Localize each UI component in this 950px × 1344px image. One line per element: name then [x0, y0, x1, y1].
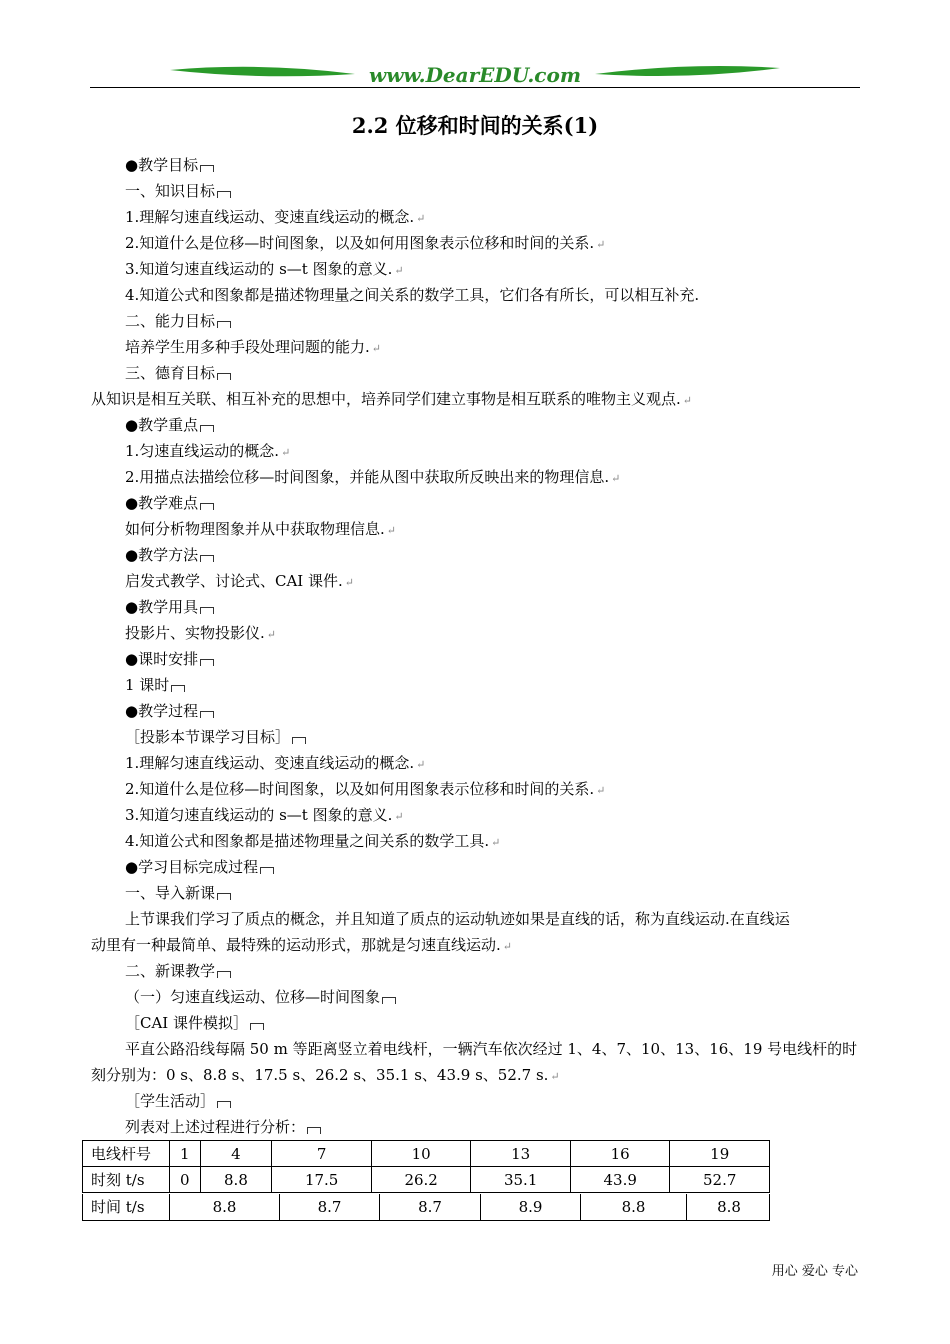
text-line-content: 2.知道什么是位移—时间图象，以及如何用图象表示位移和时间的关系. — [125, 780, 595, 798]
table-cell: 7 — [272, 1141, 372, 1167]
text-line — [125, 181, 231, 201]
text-line — [125, 961, 231, 981]
text-line-content: ［CAI 课件模拟］ — [125, 1014, 249, 1032]
text-line-content: ［学生活动］ — [125, 1092, 216, 1110]
text-line-content: ●教学难点 — [125, 494, 199, 512]
paragraph-mark-icon — [200, 607, 214, 614]
text-line — [125, 909, 790, 929]
text-line-content: 培养学生用多种手段处理问题的能力. — [125, 338, 370, 356]
line-break-mark-icon: ↵ — [371, 342, 381, 355]
line-break-mark-icon: ↵ — [596, 238, 606, 251]
paragraph-mark-icon — [217, 893, 231, 900]
table-cell: 8.7 — [279, 1194, 379, 1220]
text-line — [125, 285, 699, 305]
table-cell: 8.9 — [480, 1194, 580, 1220]
table-cell: 0 — [170, 1167, 201, 1193]
paragraph-mark-icon — [200, 711, 214, 718]
text-line-content: 2.知道什么是位移—时间图象，以及如何用图象表示位移和时间的关系. — [125, 234, 595, 252]
table-row-intervals — [82, 1194, 770, 1221]
document-title: 2.2 位移和时间的关系(1) — [351, 113, 599, 138]
text-line-content: 如何分析物理图象并从中获取物理信息. — [125, 520, 385, 538]
paragraph-mark-icon — [171, 685, 185, 692]
line-break-mark-icon: ↵ — [281, 446, 291, 459]
line-break-mark-icon: ↵ — [394, 264, 404, 277]
text-line-content: 3.知道匀速直线运动的 s—t 图象的意义. — [125, 806, 393, 824]
paragraph-mark-icon — [250, 1023, 264, 1030]
dearedu-logo-banner — [90, 60, 860, 90]
row-label: 电线杆号 — [83, 1141, 170, 1167]
text-line — [125, 779, 605, 801]
text-line — [125, 519, 396, 541]
text-line-content: 启发式教学、讨论式、CAI 课件. — [125, 572, 343, 590]
text-line — [125, 727, 306, 747]
text-line — [125, 207, 425, 229]
table-cell: 26.2 — [371, 1167, 471, 1193]
line-break-mark-icon: ↵ — [344, 576, 354, 589]
paragraph-mark-icon — [217, 971, 231, 978]
text-line-content: 1.理解匀速直线运动、变速直线运动的概念. — [125, 754, 415, 772]
site-logo-text: www.DearEDU.com — [368, 63, 582, 87]
text-line-content: ●教学方法 — [125, 546, 199, 564]
paragraph-mark-icon — [200, 555, 214, 562]
text-line — [125, 649, 214, 669]
table-row — [83, 1167, 770, 1193]
text-line-content: 1 课时 — [125, 676, 170, 694]
paragraph-mark-icon — [292, 737, 306, 744]
text-line — [91, 1065, 560, 1087]
text-line — [125, 545, 214, 565]
paragraph-mark-icon — [307, 1127, 321, 1134]
table-cell: 17.5 — [272, 1167, 372, 1193]
text-line — [125, 1039, 857, 1059]
table-cell: 8.8 — [169, 1194, 279, 1220]
text-line-content: ●教学用具 — [125, 598, 199, 616]
text-line-content: 1.理解匀速直线运动、变速直线运动的概念. — [125, 208, 415, 226]
table-cell: 52.7 — [670, 1167, 770, 1193]
text-line — [125, 857, 274, 877]
text-line — [125, 493, 214, 513]
paragraph-mark-icon — [200, 503, 214, 510]
text-line-content: ●教学重点 — [125, 416, 199, 434]
text-line — [125, 883, 231, 903]
paragraph-mark-icon — [260, 867, 274, 874]
line-break-mark-icon: ↵ — [416, 212, 426, 225]
line-break-mark-icon: ↵ — [611, 472, 621, 485]
text-line-content: ［投影本节课学习目标］ — [125, 728, 291, 746]
table-cell: 10 — [371, 1141, 471, 1167]
text-line — [125, 1091, 231, 1111]
paragraph-mark-icon — [217, 191, 231, 198]
line-break-mark-icon: ↵ — [682, 394, 692, 407]
text-line — [91, 935, 512, 957]
text-line — [125, 363, 231, 383]
table-cell: 16 — [570, 1141, 670, 1167]
text-line-content: 一、导入新课 — [125, 884, 216, 902]
text-line — [125, 259, 404, 281]
text-line — [125, 1117, 321, 1137]
text-line-content: 列表对上述过程进行分析： — [125, 1118, 306, 1136]
paragraph-mark-icon — [217, 321, 231, 328]
text-line — [125, 597, 214, 617]
line-break-mark-icon: ↵ — [502, 940, 512, 953]
text-line-content: 投影片、实物投影仪. — [125, 624, 265, 642]
text-line — [125, 701, 214, 721]
text-line — [125, 155, 214, 175]
table-row — [83, 1141, 770, 1167]
line-break-mark-icon: ↵ — [394, 810, 404, 823]
text-line-content: 刻分别为：0 s、8.8 s、17.5 s、26.2 s、35.1 s、43.9 s、52.7 s. — [91, 1066, 549, 1084]
paragraph-mark-icon — [200, 659, 214, 666]
text-line — [125, 441, 290, 463]
text-line-content: ●教学目标 — [125, 156, 199, 174]
text-line-content: ●课时安排 — [125, 650, 199, 668]
text-line — [125, 233, 605, 255]
table-cell: 8.7 — [379, 1194, 480, 1220]
text-line-content: （一）匀速直线运动、位移—时间图象 — [125, 988, 381, 1006]
row-label: 时刻 t/s — [83, 1167, 170, 1193]
text-line-content: 2.用描点法描绘位移—时间图象，并能从图中获取所反映出来的物理信息. — [125, 468, 610, 486]
line-break-mark-icon: ↵ — [596, 784, 606, 797]
text-line-content: 一、知识目标 — [125, 182, 216, 200]
table-cell: 4 — [200, 1141, 272, 1167]
table-cell: 1 — [170, 1141, 201, 1167]
header-rule — [90, 87, 860, 88]
table-cell: 8.8 — [686, 1194, 771, 1220]
line-break-mark-icon: ↵ — [386, 524, 396, 537]
data-table — [82, 1140, 770, 1193]
text-line-content: 二、新课教学 — [125, 962, 216, 980]
line-break-mark-icon: ↵ — [550, 1070, 560, 1083]
text-line-content: 二、能力目标 — [125, 312, 216, 330]
paragraph-mark-icon — [217, 373, 231, 380]
text-line — [125, 831, 500, 853]
text-line-content: 三、德育目标 — [125, 364, 216, 382]
text-line-content: 4.知道公式和图象都是描述物理量之间关系的数学工具，它们各有所长，可以相互补充. — [125, 286, 700, 304]
text-line — [125, 337, 381, 359]
text-line-content: ●学习目标完成过程 — [125, 858, 259, 876]
text-line — [125, 987, 396, 1007]
paragraph-mark-icon — [217, 1101, 231, 1108]
text-line-content: 从知识是相互关联、相互补充的思想中，培养同学们建立事物是相互联系的唯物主义观点. — [91, 390, 681, 408]
text-line-content: 1.匀速直线运动的概念. — [125, 442, 280, 460]
text-line — [125, 623, 276, 645]
text-line — [125, 753, 425, 775]
table-cell: 8.8 — [580, 1194, 686, 1220]
table-cell: 13 — [471, 1141, 571, 1167]
paragraph-mark-icon — [382, 997, 396, 1004]
text-line — [125, 571, 354, 593]
text-line — [125, 415, 214, 435]
row-label: 时间 t/s — [91, 1198, 145, 1216]
footer-slogan: 用心 爱心 专心 — [771, 1264, 858, 1279]
paragraph-mark-icon — [200, 165, 214, 172]
line-break-mark-icon: ↵ — [491, 836, 501, 849]
text-line-content: 平直公路沿线每隔 50 m 等距离竖立着电线杆，一辆汽车依次经过 1、4、7、10、13、16、19 号电线杆的时 — [125, 1040, 858, 1058]
table-cell: 35.1 — [471, 1167, 571, 1193]
text-line — [125, 311, 231, 331]
text-line-content: 3.知道匀速直线运动的 s—t 图象的意义. — [125, 260, 393, 278]
table-cell: 8.8 — [200, 1167, 272, 1193]
paragraph-mark-icon — [200, 425, 214, 432]
text-line-content: 动里有一种最简单、最特殊的运动形式，那就是匀速直线运动. — [91, 936, 501, 954]
line-break-mark-icon: ↵ — [266, 628, 276, 641]
line-break-mark-icon: ↵ — [416, 758, 426, 771]
text-line — [125, 805, 404, 827]
text-line-content: 上节课我们学习了质点的概念，并且知道了质点的运动轨迹如果是直线的话，称为直线运动.在直线运 — [125, 910, 790, 928]
table-cell: 19 — [670, 1141, 770, 1167]
text-line — [91, 389, 692, 411]
text-line — [125, 467, 620, 489]
table-cell: 43.9 — [570, 1167, 670, 1193]
text-line-content: 4.知道公式和图象都是描述物理量之间关系的数学工具. — [125, 832, 490, 850]
text-line — [125, 1013, 264, 1033]
text-line-content: ●教学过程 — [125, 702, 199, 720]
text-line — [125, 675, 185, 695]
